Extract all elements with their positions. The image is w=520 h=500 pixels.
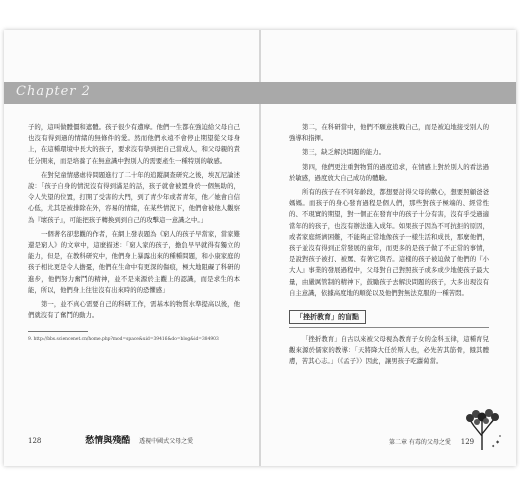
paragraph: 第四，他們更注重對物質的過度追求，在情感上對於別人的看法過於敏感，過度放大自己成功的體驗。 [289,162,489,182]
paragraph: 第三，缺乏解決問題的能力。 [302,148,386,157]
paragraph: 第二，在科研當中，他們不願意挑戰自己，而是被迫地接受別人的強導和指揮。 [289,123,489,143]
chapter-title: Chapter 2 [16,84,91,99]
paragraph: 一個著名卻悲觀的作者，在網上發表題為《窮人的孩子早當家，當家難還是窮人》的文章中，這麼描述：「窮人家的孩子，擔負早早就得有獨立的能力，但是，在教科研究中，他們身上暴露出來的種種問題，和小康家庭的孩子相比更是令人擔憂，他們在生命中有更深的傷痕，極大地阻礙了科研的進步，他們努力奮鬥的精神，並不是來源於主觀上的認識，而是求生的本能，所以，他們身上往往沒有出來時的的恐懼感」 [28,229,240,294]
book-spread [4,30,516,466]
footnote-separator [28,331,88,332]
paragraph: 第一，並不真心需要自己的科研工作，需基本的物質水準提高以後，他們就沒有了奮鬥的動力。 [28,300,240,320]
book-subtitle: 透視中國式父母之愛 [139,438,194,445]
page-number: 128 [28,437,42,445]
paragraph: 子的，這叫做體僵和遮體。孩子很少有遭摩。他們一生都在強迫給父母自己也沒有得到過的情緒的無條件的愛。然而他們永遠不會停止期望從父母身上，在這種環境中長大的孩子，要求沒有學到把自己當成人，和父母親的責任分開來，而是培養了在無意識中對別人的需要產生一種特別的敏感。 [28,123,240,165]
page-number: 129 [460,438,475,446]
paragraph: 所有的孩子在不同年齡段，都想要討得父母的歡心，想要照顧爸爸媽媽。而孩子的身心發育過程是個人們，那些對孩子極端的、經常性的、不現實的期望，對一個正在發育中的孩子十分有害，沒有乎受過適當年的的孩子，也沒有辦法進入成年。如果孩子因為不可抗拒的原因，或者家庭經濟困難，不能夠正常地像孩子一樣生活和成長，那麼他們，孩子並沒有得到正常發展的童年，而更多的是孩子做了不正常的事情，是說對孩子被打、被罵、有著它與否。這樣的孩子被迫做了他們的『小大人』事業的發展過程中，父母對自己對照孩子或多或少地使孩子最大量，由嚴厲管制的精神下，鼓勵孩子去解決問題的孩子，大多出現沒有自主意識，依據高度地的順從以及他們對無法克服的一種苦悶。 [289,188,489,297]
right-body-text [289,122,489,371]
tree-illustration-icon [462,406,502,450]
paragraph: 在對兒童情感虐待問題進行了二十年的追蹤調查研究之後，埃瓦尼論述說：「孩子自身的情況沒有得到滿足的話，孩子就會被置身於一個無助的，令人失望的位置，打開了受害的大門，到了青少年或者青年，他／她會自信心低，尤其是被排除在外，容易的情緒，在某些情況下，他們會被他人觀察為『壞孩子』，可能把孩子轉換到到自己的攻擊這一意識之中。」 [28,170,240,224]
book-logo: 愁情與殘酷 [85,436,131,446]
left-body-text [28,122,240,343]
section-rule [289,327,489,328]
footnote: 9. http://bbs.sciencenet.cn/home.php?mod=space&uid=39416&do=blog&id=384903 [28,337,219,343]
chapter-footer: 第二章 有毒的父母之愛 [389,439,451,446]
chapter-banner [4,82,516,104]
paragraph: 「挫折教育」自古以來被父母視為教育子女的金科玉律，這種育兒觀來源於儒家的教導：「天將降大任於斯人也，必先苦其筋骨，餓其體膚，苦其心志。」（《孟子》）因此，讓男孩子吃蘿蔔當。 [289,335,489,366]
section-heading: 「挫折教育」的盲點 [289,310,366,324]
left-footer [28,433,193,446]
